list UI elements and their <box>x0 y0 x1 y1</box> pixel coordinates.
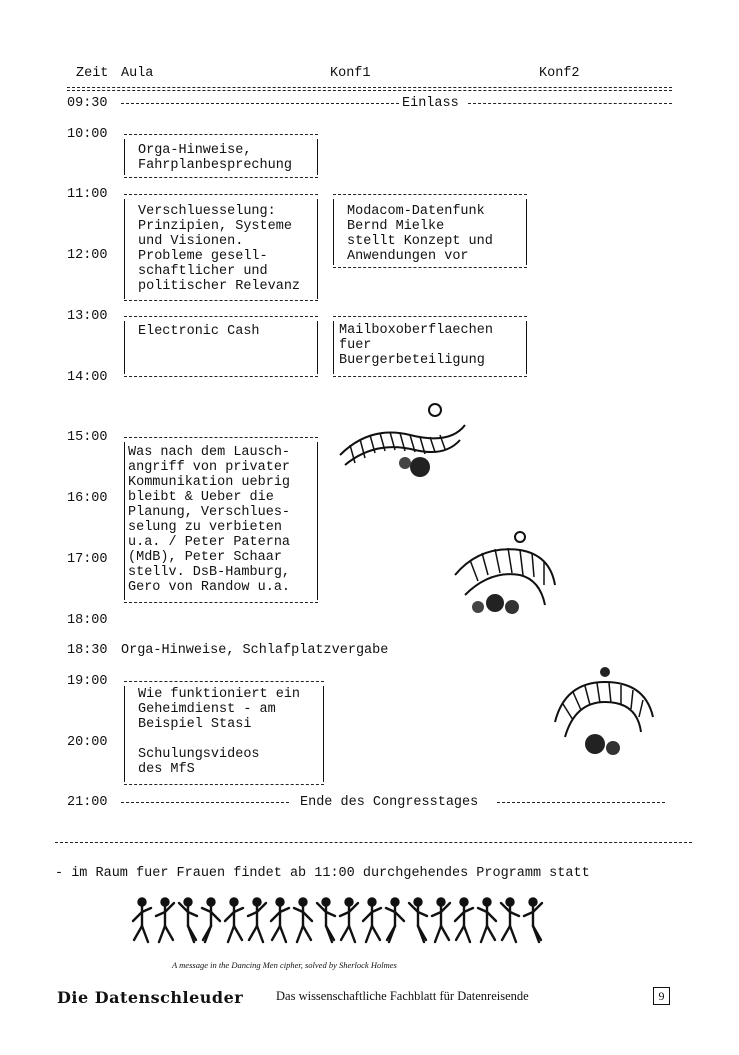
ende-rule-left <box>121 802 289 803</box>
separator-rule <box>55 842 692 843</box>
session-lauschangriff-text: Was nach dem Lausch- angriff von privater Kommunikation uebrig bleibt & Ueber die Planung, Verschlues- selung zu verbieten u.a. / Peter Paterna (MdB), Peter Schaar stellv. DsB-Hamburg, Gero von Randow u.a. <box>128 445 291 595</box>
session-orga-text: Orga-Hinweise, Fahrplanbesprechung <box>138 143 292 173</box>
time-1100: 11:00 <box>67 187 108 202</box>
dancing-men-caption: A message in the Dancing Men cipher, solved by Sherlock Holmes <box>172 960 397 970</box>
session-orga2: Orga-Hinweise, Schlafplatzvergabe <box>121 643 389 658</box>
time-1000: 10:00 <box>67 127 108 142</box>
time-1830: 18:30 <box>67 643 108 658</box>
ende-rule-right <box>497 802 665 803</box>
ende-label: Ende des Congresstages <box>300 795 479 810</box>
session-mailbox <box>330 309 530 381</box>
worm-icon <box>330 395 480 495</box>
session-modacom-text: Modacom-Datenfunk Bernd Mielke stellt Konzept und Anwendungen vor <box>347 204 493 264</box>
time-1300: 13:00 <box>67 309 108 324</box>
worm-icon <box>545 662 665 777</box>
session-verschluesselung <box>121 187 321 307</box>
session-lauschangriff <box>121 430 321 610</box>
footer-subtitle: Das wissenschaftliche Fachblatt für Datenreisende <box>276 989 529 1003</box>
header-konf1: Konf1 <box>330 66 371 81</box>
dancing-men-icon <box>130 888 550 954</box>
time-1800: 18:00 <box>67 613 108 628</box>
worm-icon <box>440 515 570 630</box>
time-1600: 16:00 <box>67 491 108 506</box>
einlass-rule-left <box>121 103 399 104</box>
session-geheimdienst-text: Wie funktioniert ein Geheimdienst - am Beispiel Stasi Schulungsvideos des MfS <box>138 687 301 777</box>
time-2000: 20:00 <box>67 735 108 750</box>
footer-title: Die Datenschleuder <box>57 988 244 1007</box>
session-mailbox-text: Mailboxoberflaechen fuer Buergerbeteiligung <box>339 323 493 368</box>
session-ecash <box>121 309 321 381</box>
session-geheimdienst <box>121 674 327 792</box>
women-room-note: - im Raum fuer Frauen findet ab 11:00 durchgehendes Programm statt <box>55 866 590 881</box>
time-1500: 15:00 <box>67 430 108 445</box>
page-number: 9 <box>653 987 670 1005</box>
time-2100: 21:00 <box>67 795 108 810</box>
session-verschluesselung-text: Verschluesselung: Prinzipien, Systeme und Visionen. Probleme gesell- schaftlicher und politischer Relevanz <box>138 204 301 294</box>
time-1400: 14:00 <box>67 370 108 385</box>
header-rule-1 <box>67 87 672 88</box>
session-orga <box>121 127 321 181</box>
einlass-label: Einlass <box>402 96 459 111</box>
header-rule-2 <box>67 90 672 91</box>
einlass-rule-right <box>468 103 672 104</box>
header-aula: Aula <box>121 66 154 81</box>
session-modacom <box>330 187 530 275</box>
time-1900: 19:00 <box>67 674 108 689</box>
header-konf2: Konf2 <box>539 66 580 81</box>
time-1700: 17:00 <box>67 552 108 567</box>
session-ecash-text: Electronic Cash <box>138 324 260 339</box>
time-1200: 12:00 <box>67 248 108 263</box>
time-0930: 09:30 <box>67 96 108 111</box>
header-zeit: Zeit <box>76 66 109 81</box>
